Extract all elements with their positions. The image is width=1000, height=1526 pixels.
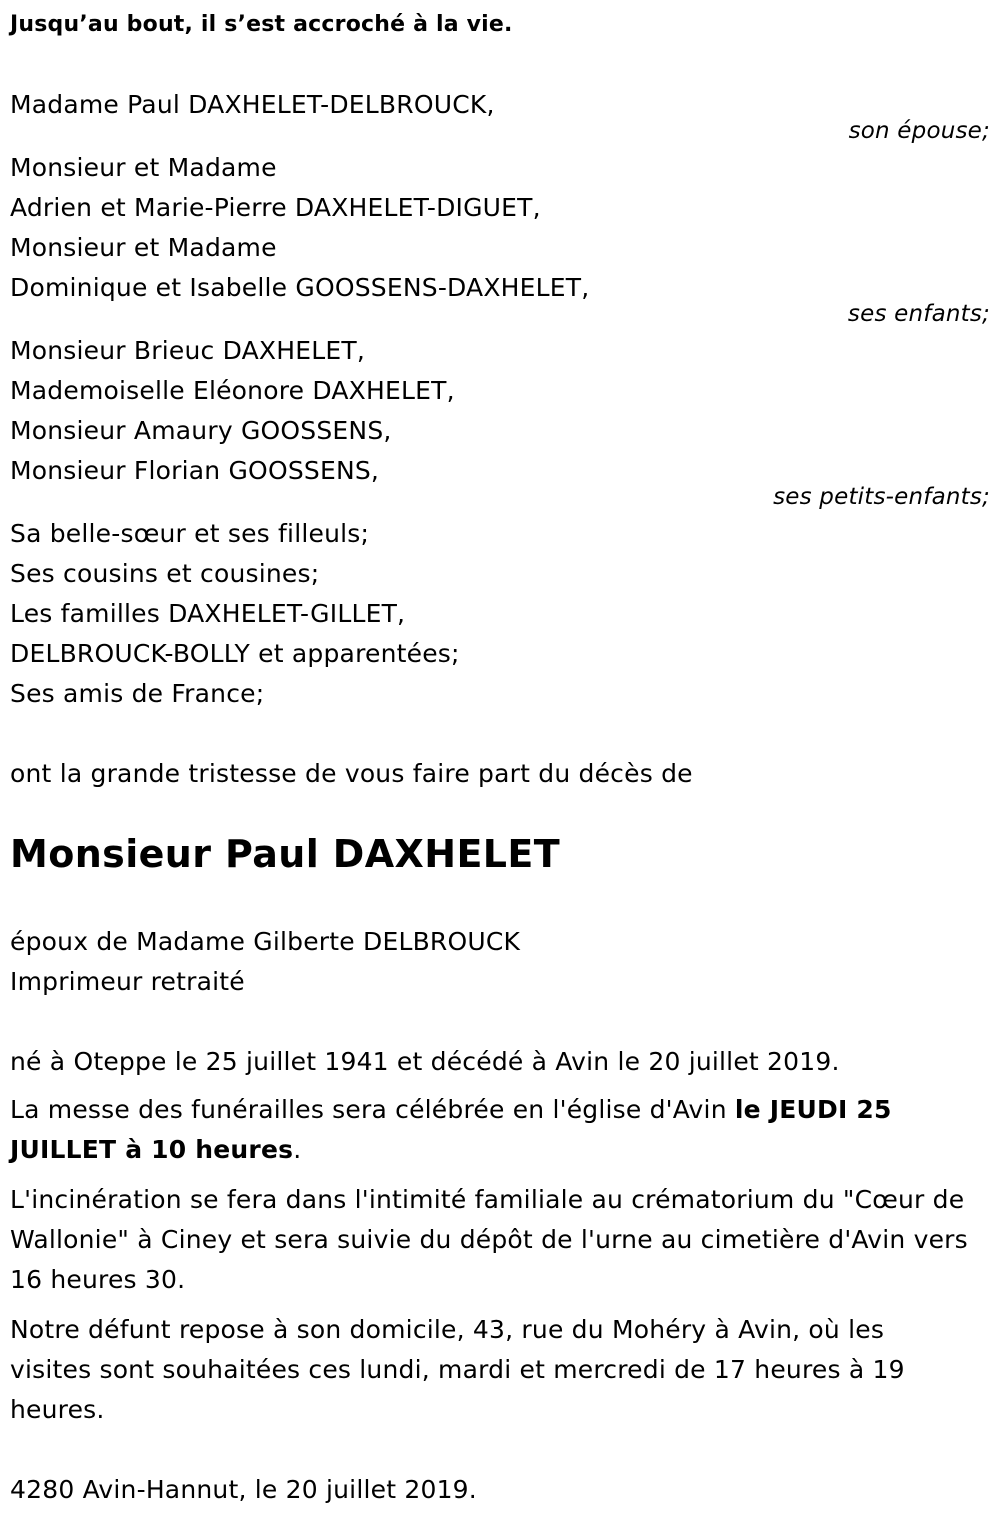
family-member: Monsieur Amaury GOOSSENS, [10, 416, 392, 445]
visitation-info: Notre défunt repose à son domicile, 43, rue du Mohéry à Avin, où les visites sont souhaitées ces lundi, mardi et mercredi de 17 heures à 19 heures. [10, 1315, 905, 1424]
relation-label: son épouse; [848, 118, 990, 144]
motto: Jusqu’au bout, il s’est accroché à la vie. [10, 12, 513, 37]
mass-prefix: La messe des funérailles sera célébrée en l'église d'Avin [10, 1095, 735, 1124]
family-member: Dominique et Isabelle GOOSSENS-DAXHELET, [10, 273, 590, 302]
grandchildren-group [10, 331, 990, 510]
birth-death: né à Oteppe le 25 juillet 1941 et décédé à Avin le 20 juillet 2019. [10, 1047, 840, 1076]
family-member: Mademoiselle Eléonore DAXHELET, [10, 376, 455, 405]
family-member: Monsieur Florian GOOSSENS, [10, 456, 380, 485]
relation-label: ses enfants; [847, 301, 990, 327]
family-member: Monsieur Brieuc DAXHELET, [10, 336, 365, 365]
other-relatives [10, 514, 990, 714]
announcement: ont la grande tristesse de vous faire part du décès de [10, 759, 693, 788]
spouse-line: époux de Madame Gilberte DELBROUCK [10, 927, 521, 956]
relative-line: DELBROUCK-BOLLY et apparentées; [10, 639, 460, 668]
mass-date: le JEUDI 25 JUILLET à 10 heures [10, 1095, 892, 1164]
mass-info [10, 1090, 910, 1170]
family-member: Monsieur et Madame [10, 233, 277, 262]
family-member: Adrien et Marie-Pierre DAXHELET-DIGUET, [10, 193, 541, 222]
place-date: 4280 Avin-Hannut, le 20 juillet 2019. [10, 1475, 477, 1504]
deceased-details [10, 922, 990, 1002]
spouse-group [10, 85, 990, 144]
profession: Imprimeur retraité [10, 967, 245, 996]
deceased-name: Monsieur Paul DAXHELET [10, 832, 561, 876]
relative-line: Sa belle-sœur et ses filleuls; [10, 519, 370, 548]
family-member: Monsieur et Madame [10, 153, 277, 182]
cremation-info: L'incinération se fera dans l'intimité familiale au crématorium du "Cœur de Wallonie" à Ciney et sera suivie du dépôt de l'urne au cimetière d'Avin vers 16 heures 30. [10, 1185, 968, 1294]
relative-line: Ses cousins et cousines; [10, 559, 320, 588]
relation-label: ses petits-enfants; [773, 484, 990, 510]
family-member: Madame Paul DAXHELET-DELBROUCK, [10, 90, 495, 119]
mass-suffix: . [293, 1135, 302, 1164]
relative-line: Les familles DAXHELET-GILLET, [10, 599, 406, 628]
relative-line: Ses amis de France; [10, 679, 265, 708]
children-group [10, 148, 990, 327]
